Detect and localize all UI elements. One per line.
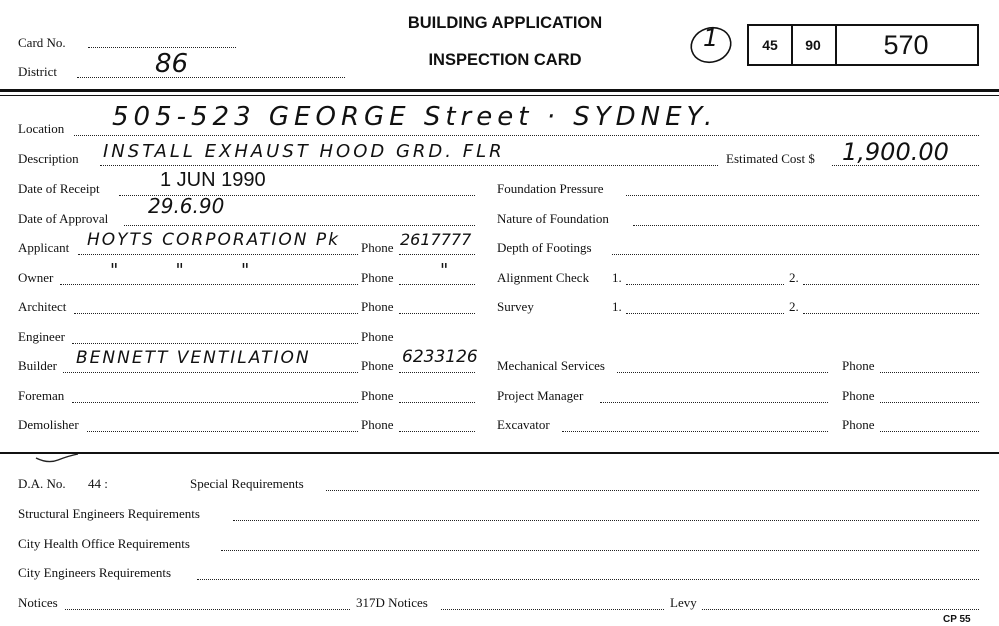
location-value: 505-523 GEORGE Street · SYDNEY.	[112, 102, 718, 132]
survey-1-field[interactable]	[626, 313, 784, 314]
notices-label: Notices	[18, 595, 58, 610]
city-engineers-field[interactable]	[197, 579, 979, 580]
survey-label: Survey	[497, 299, 534, 314]
levy-field[interactable]	[702, 609, 979, 610]
structural-engineers-label: Structural Engineers Requirements	[18, 506, 200, 521]
builder-phone-label: Phone	[361, 358, 394, 373]
owner-phone-value: "	[440, 260, 449, 281]
builder-value: BENNETT VENTILATION	[76, 348, 311, 368]
applicant-phone-field[interactable]	[399, 254, 475, 255]
builder-phone-value: 6233126	[402, 347, 478, 367]
architect-phone-field[interactable]	[399, 313, 475, 314]
applicant-phone-label: Phone	[361, 240, 394, 255]
builder-field[interactable]	[63, 372, 358, 373]
excavator-phone-label: Phone	[842, 417, 875, 432]
foreman-phone-label: Phone	[361, 388, 394, 403]
date-of-approval-label: Date of Approval	[18, 211, 109, 226]
depth-of-footings-field[interactable]	[612, 254, 979, 255]
excavator-field[interactable]	[562, 431, 828, 432]
special-requirements-label: Special Requirements	[190, 476, 304, 491]
foreman-phone-field[interactable]	[399, 402, 475, 403]
builder-phone-field[interactable]	[399, 372, 475, 373]
survey-1-label: 1.	[612, 299, 622, 314]
city-health-label: City Health Office Requirements	[18, 536, 190, 551]
mechanical-services-phone-label: Phone	[842, 358, 875, 373]
foreman-field[interactable]	[72, 402, 358, 403]
mechanical-services-field[interactable]	[617, 372, 828, 373]
circled-number: 1	[703, 24, 719, 52]
form-title-line1: BUILDING APPLICATION	[407, 14, 603, 32]
estimated-cost-label: Estimated Cost $	[726, 151, 815, 166]
structural-engineers-field[interactable]	[233, 520, 979, 521]
date-of-receipt-stamp: 1 JUN 1990	[160, 169, 266, 191]
mechanical-services-label: Mechanical Services	[497, 358, 605, 373]
architect-field[interactable]	[74, 313, 358, 314]
da-no-value: 44 :	[88, 476, 108, 491]
city-health-field[interactable]	[221, 550, 979, 551]
project-manager-field[interactable]	[600, 402, 828, 403]
architect-phone-label: Phone	[361, 299, 394, 314]
form-code: CP 55	[943, 614, 971, 625]
description-label: Description	[18, 151, 79, 166]
requirements-divider	[0, 452, 999, 454]
applicant-phone-value: 2617777	[400, 230, 472, 249]
reference-box-c: 570	[883, 29, 929, 60]
description-value: INSTALL EXHAUST HOOD GRD. FLR	[103, 141, 505, 162]
depth-of-footings-label: Depth of Footings	[497, 240, 592, 255]
district-label: District	[18, 64, 57, 79]
project-manager-label: Project Manager	[497, 388, 584, 403]
location-field[interactable]	[74, 135, 979, 136]
levy-label: Levy	[670, 595, 697, 610]
da-no-label: D.A. No.	[18, 476, 66, 491]
foundation-pressure-label: Foundation Pressure	[497, 181, 604, 196]
alignment-check-label: Alignment Check	[497, 270, 590, 285]
applicant-value: HOYTS CORPORATION Pk	[87, 230, 341, 250]
demolisher-phone-label: Phone	[361, 417, 394, 432]
header-divider-thin	[0, 95, 999, 96]
demolisher-field[interactable]	[87, 431, 358, 432]
card-no-field[interactable]	[88, 47, 236, 48]
alignment-check-2-label: 2.	[789, 270, 799, 285]
notices-317d-label: 317D Notices	[356, 595, 428, 610]
nature-of-foundation-field[interactable]	[633, 225, 979, 226]
date-of-approval-value: 29.6.90	[148, 194, 225, 218]
architect-label: Architect	[18, 299, 67, 314]
demolisher-phone-field[interactable]	[399, 431, 475, 432]
header-divider	[0, 89, 999, 92]
alignment-check-1-field[interactable]	[626, 284, 784, 285]
demolisher-label: Demolisher	[18, 417, 79, 432]
card-no-label: Card No.	[18, 35, 66, 50]
reference-box-b: 90	[791, 26, 837, 64]
owner-label: Owner	[18, 270, 54, 285]
survey-2-label: 2.	[789, 299, 799, 314]
engineer-label: Engineer	[18, 329, 65, 344]
owner-phone-field[interactable]	[399, 284, 475, 285]
applicant-label: Applicant	[18, 240, 70, 255]
foreman-label: Foreman	[18, 388, 65, 403]
district-field[interactable]	[77, 77, 345, 78]
engineer-phone-label: Phone	[361, 329, 394, 344]
owner-field[interactable]	[60, 284, 358, 285]
form-title-line2: INSPECTION CARD	[428, 51, 582, 69]
alignment-check-2-field[interactable]	[803, 284, 979, 285]
excavator-phone-field[interactable]	[880, 431, 979, 432]
notices-field[interactable]	[65, 609, 350, 610]
engineer-field[interactable]	[72, 343, 358, 344]
date-of-receipt-label: Date of Receipt	[18, 181, 100, 196]
notices-317d-field[interactable]	[441, 609, 664, 610]
special-requirements-field[interactable]	[326, 490, 979, 491]
estimated-cost-value: 1,900.00	[842, 138, 949, 166]
date-of-approval-field[interactable]	[124, 225, 475, 226]
foundation-pressure-field[interactable]	[626, 195, 979, 196]
location-label: Location	[18, 121, 65, 136]
reference-box-a: 45	[749, 26, 793, 64]
applicant-field[interactable]	[78, 254, 358, 255]
nature-of-foundation-label: Nature of Foundation	[497, 211, 609, 226]
reference-number-box	[747, 24, 979, 66]
owner-phone-label: Phone	[361, 270, 394, 285]
mechanical-services-phone-field[interactable]	[880, 372, 979, 373]
builder-label: Builder	[18, 358, 57, 373]
excavator-label: Excavator	[497, 417, 550, 432]
city-engineers-label: City Engineers Requirements	[18, 565, 172, 580]
project-manager-phone-label: Phone	[842, 388, 875, 403]
owner-value: " " "	[110, 260, 250, 281]
district-value: 86	[155, 49, 189, 79]
alignment-check-1-label: 1.	[612, 270, 622, 285]
pen-mark-icon	[34, 448, 84, 468]
description-field[interactable]	[100, 165, 718, 166]
survey-2-field[interactable]	[803, 313, 979, 314]
project-manager-phone-field[interactable]	[880, 402, 979, 403]
